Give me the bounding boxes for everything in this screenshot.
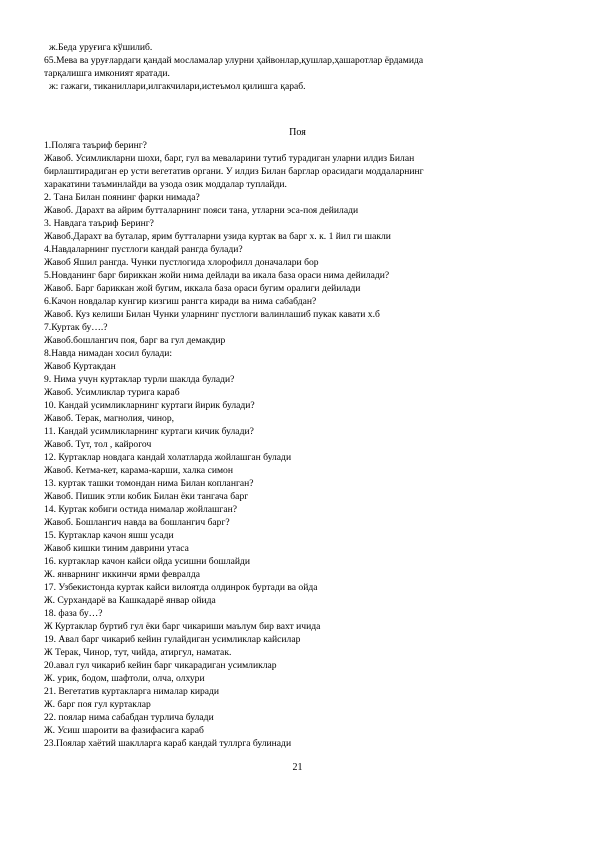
body-line: 7.Куртак бу….? <box>44 322 108 333</box>
body-line: Жавоб. Дарахт ва айрим бутталарнинг пояси тана, утларни эса-поя дейилади <box>44 205 359 216</box>
body-line: 8.Навда нимадан хосил булади: <box>44 348 173 359</box>
body-line: Жавоб.Дарахт ва буталар, ярим бутталарни узида куртак ва барг х. к. 1 йил ги шакли <box>44 231 391 242</box>
body-line: Жавоб. Барг бариккан жой бугим, иккала база ораси бугим оралиги дейилади <box>44 283 361 294</box>
body-line: 13. куртак ташки томондан нима Билан копланган? <box>44 478 254 489</box>
body-line: Ж. барг поя гул куртаклар <box>44 699 151 710</box>
top-line-4: ж: гажаги, тиканиллари,илгакчилари,истеъмол қилишга қараб. <box>49 81 306 92</box>
body-line: Жавоб. Кетма-кет, карама-карши, халка симон <box>44 465 233 476</box>
body-line: 5.Новданинг барг бириккан жойи нима дейлади ва икала база ораси нима дейилади? <box>44 270 390 281</box>
body-line: Жавоб. Усимликларни шохи, барг, гул ва меваларини тутиб турадиган уларни илдиз Билан <box>44 153 415 164</box>
body-line: 19. Авал барг чикариб кейин гулайдиган усимликлар кайсилар <box>44 634 301 645</box>
body-line: 22. поялар нима сабабдан турлича булади <box>44 712 214 723</box>
body-line: 16. куртаклар качон кайси ойда усишни бошлайди <box>44 556 251 567</box>
body-line: Ж. Усиш шароити ва фазифасига караб <box>44 725 204 736</box>
body-line: 2. Тана Билан поянинг фарки нимада? <box>44 192 200 203</box>
body-line: 18. фаза бу…? <box>44 608 103 619</box>
body-line: Жавоб.бошлангич поя, барг ва гул демакдир <box>44 335 226 346</box>
body-line: 15. Куртаклар качон яшш усади <box>44 530 174 541</box>
body-line: Жавоб. Терак, магнолия, чинор, <box>44 413 175 424</box>
body-line: Жавоб Яшил рангда. Чунки пустлогида хлорофилл доначалари бор <box>44 257 319 268</box>
body-line: Ж Куртаклар буртиб гул ёки барг чикариши маълум бир вахт ичида <box>44 621 321 632</box>
body-line: Ж. январнинг иккинчи ярми февралда <box>44 569 200 580</box>
body-line: Жавоб. Тут, тол , кайрогоч <box>44 439 152 450</box>
body-line: Жавоб. Усимликлар турига караб <box>44 387 180 398</box>
body-line: 11. Кандай усимликларнинг куртаги кичик булади? <box>44 426 254 437</box>
body-line: 3. Навдага таъриф Беринг? <box>44 218 154 229</box>
body-line: Ж Терак, Чинор, тут, чийда, атиргул, наматак. <box>44 647 232 658</box>
body-line: Жавоб. Бошлангич навда ва бошлангич барг? <box>44 517 230 528</box>
page-number: 21 <box>292 762 303 773</box>
body-line: харакатини таъминлайди ва узода озик моддалар туплайди. <box>44 179 287 190</box>
body-line: Ж. Сурхандарё ва Кашкадарё январ ойида <box>44 595 216 606</box>
top-line-3: тарқалишга имконият яратади. <box>44 68 170 79</box>
body-line: Жавоб Куртакдан <box>44 361 116 372</box>
body-line: 1.Поляга таъриф беринг? <box>44 140 147 151</box>
body-line: 12. Куртаклар новдага кандай холатларда жойлашган булади <box>44 452 292 463</box>
body-line: 6.Качон новдалар кунгир кизгиш рангга киради ва нима сабабдан? <box>44 296 317 307</box>
body-line: 14. Куртак кобиги остида нималар жойлашган? <box>44 504 237 515</box>
body-line: 10. Кандай усимликларнинг куртаги йирик булади? <box>44 400 255 411</box>
body-line: Жавоб. Куз келиши Билан Чунки уларнинг пустлоги валинлашиб пукак кавати х.б <box>44 309 380 320</box>
top-line-2: 65.Мева ва уруғлардаги қандай мосламалар улурни ҳайвонлар,қушлар,ҳашаротлар ёрдамида <box>44 55 424 66</box>
body-line: Ж. урик, бодом, шафтоли, олча, олхури <box>44 673 205 684</box>
body-line: 9. Нима учун куртаклар турли шаклда булади? <box>44 374 235 385</box>
body-line: 17. Узбекистонда куртак кайси вилоятда олдинрок буртади ва ойда <box>44 582 318 593</box>
body-line: 23.Поялар хаётий шаклларга караб кандай туллрга булинади <box>44 738 292 749</box>
section-title: Поя <box>289 127 306 138</box>
body-line: 21. Вегетатив куртакларга нималар киради <box>44 686 220 697</box>
body-line: Жавоб кишки тиним даврини утаса <box>44 543 189 554</box>
body-line: 4.Навдаларнинг пустлоги кандай рангда булади? <box>44 244 243 255</box>
top-line-1: ж.Беда уруғига кўшилиб. <box>49 42 153 53</box>
body-line: 20.авал гул чикариб кейин барг чикарадиган усимликлар <box>44 660 277 671</box>
body-line: Жавоб. Пишик этли кобик Билан ёки тангача барг <box>44 491 249 502</box>
body-line: бирлаштирадиган ер усти вегетатив органи. У илдиз Билан барглар орасидаги моддаларнинг <box>44 166 424 177</box>
